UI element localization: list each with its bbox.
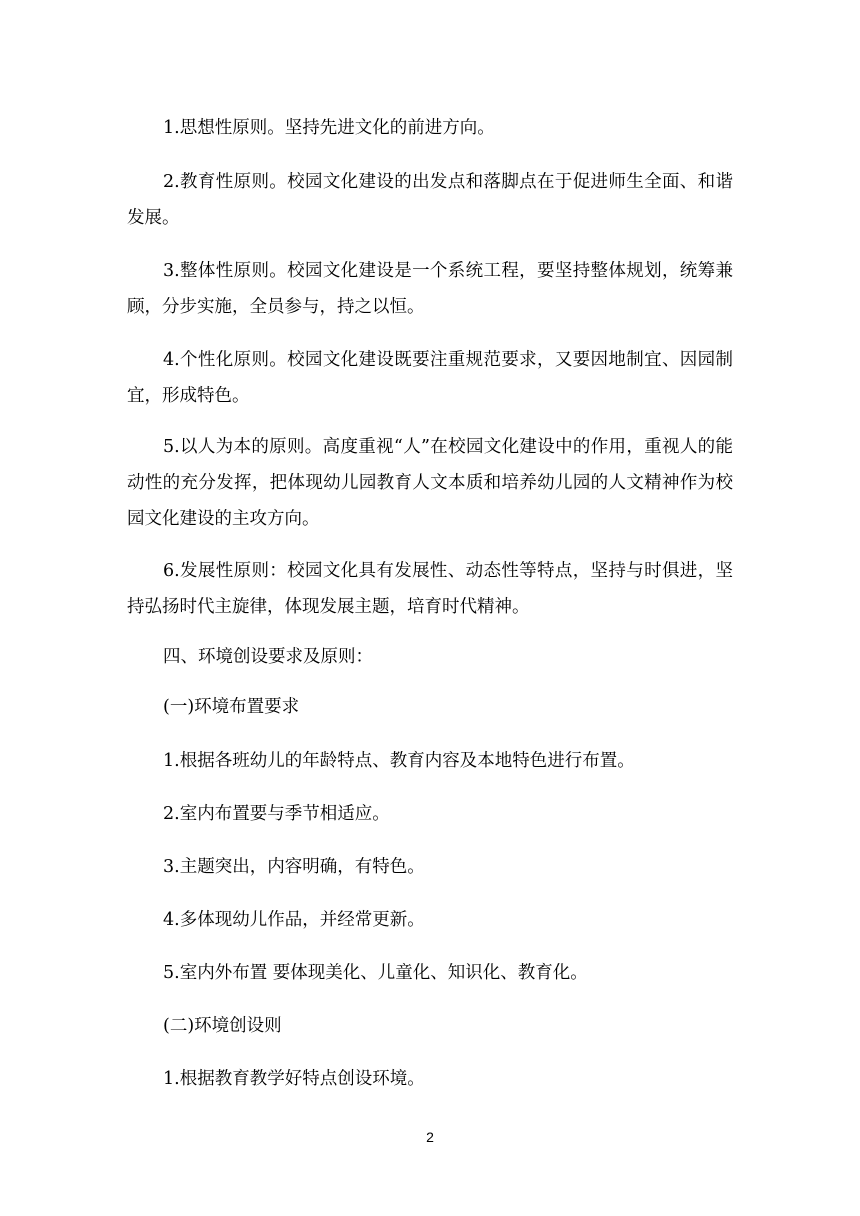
page-number: 2 [426,1129,434,1145]
paragraph-principle-5: 5.以人为本的原则。高度重视“人”在校园文化建设中的作用，重视人的能动性的充分发挥，把体现幼儿园教育人文本质和培养幼儿园的人文精神作为校园文化建设的主攻方向。 [127,437,733,529]
subsection-heading-2: (二)环境创设则 [163,1016,282,1036]
list-item-requirement-2: 2.室内布置要与季节相适应。 [163,804,390,824]
section-heading-4: 四、环境创设要求及原则： [163,647,373,667]
paragraph-principle-2: 2.教育性原则。校园文化建设的出发点和落脚点在于促进师生全面、和谐发展。 [127,172,733,228]
subsection-heading-1: (一)环境布置要求 [163,697,300,717]
paragraph-principle-4: 4.个性化原则。校园文化建设既要注重规范要求，又要因地制宜、因园制宜，形成特色。 [127,350,733,406]
paragraph-principle-6: 6.发展性原则：校园文化具有发展性、动态性等特点，坚持与时俱进，坚持弘扬时代主旋律，体现发展主题，培育时代精神。 [127,561,733,617]
list-item-principle-1: 1.根据教育教学好特点创设环境。 [163,1069,425,1089]
paragraph-principle-1: 1.思想性原则。坚持先进文化的前进方向。 [163,118,495,138]
list-item-requirement-5: 5.室内外布置 要体现美化、儿童化、知识化、教育化。 [163,963,588,983]
list-item-requirement-3: 3.主题突出，内容明确，有特色。 [163,857,425,877]
paragraph-principle-3: 3.整体性原则。校园文化建设是一个系统工程，要坚持整体规划，统筹兼顾，分步实施，全员参与，持之以恒。 [127,261,733,317]
list-item-requirement-1: 1.根据各班幼儿的年龄特点、教育内容及本地特色进行布置。 [163,751,635,771]
list-item-requirement-4: 4.多体现幼儿作品，并经常更新。 [163,910,425,930]
